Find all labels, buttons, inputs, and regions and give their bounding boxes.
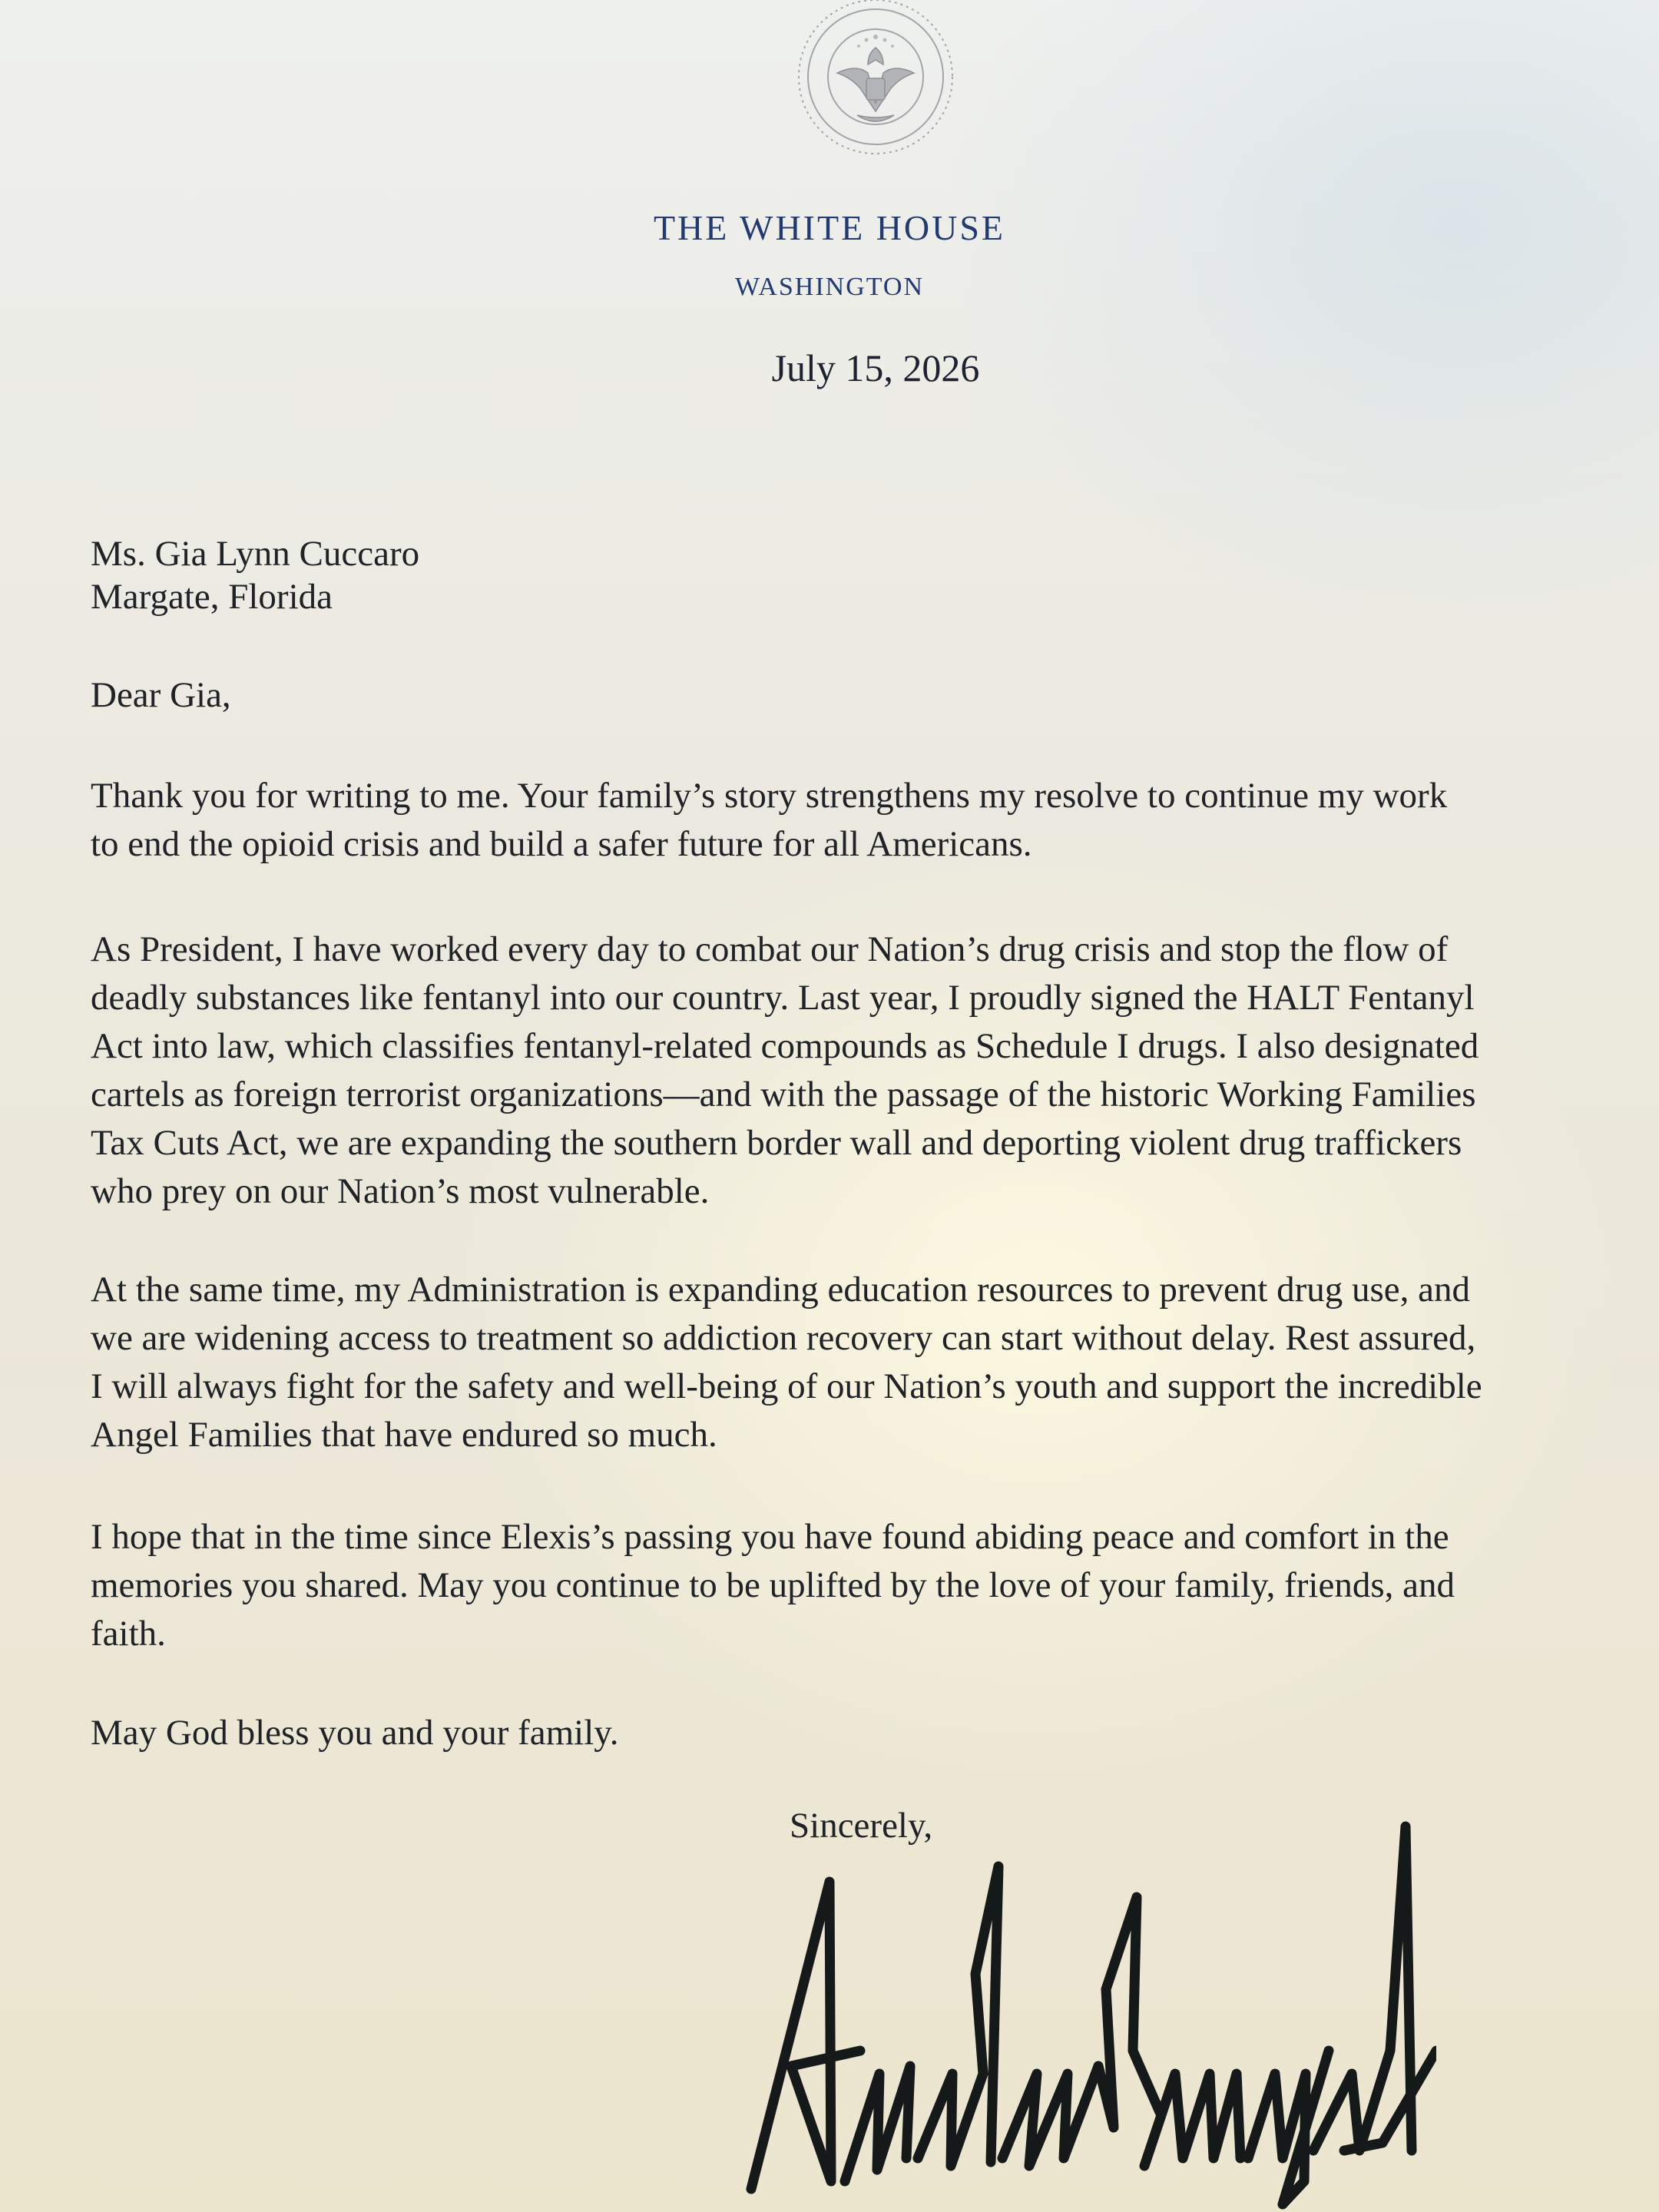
blessing: May God bless you and your family. [91,1713,619,1753]
paragraph-line: Angel Families that have endured so much. [91,1415,717,1455]
handwritten-signature [745,1820,1436,2212]
closing: Sincerely, [790,1806,933,1846]
recipient-address [91,532,1634,618]
presidential-seal-icon [783,0,968,161]
paragraph-line: deadly substances like fentanyl into our country. Last year, I proudly signed the HALT Fentanyl [91,978,1475,1018]
letterhead-title: THE WHITE HOUSE [653,208,1006,247]
paragraph-line: I hope that in the time since Elexis’s passing you have found abiding peace and comfort in the [91,1517,1449,1557]
paragraph-line: who prey on our Nation’s most vulnerable. [91,1171,710,1211]
paragraph-line: memories you shared. May you continue to be uplifted by the love of your family, friends, and [91,1565,1455,1605]
paragraph-line: As President, I have worked every day to combat our Nation’s drug crisis and stop the flow of [91,929,1449,969]
paragraph-line: I will always fight for the safety and well-being of our Nation’s youth and support the incredible [91,1366,1482,1406]
recipient-city: Margate, Florida [91,577,333,617]
letterhead-location: WASHINGTON [734,273,925,301]
salutation: Dear Gia, [91,675,231,715]
paragraph-line: faith. [91,1614,166,1654]
paragraph-line: Act into law, which classifies fentanyl-related compounds as Schedule I drugs. I also designated [91,1026,1479,1066]
recipient-name: Ms. Gia Lynn Cuccaro [91,534,420,574]
paragraph-line: Tax Cuts Act, we are expanding the southern border wall and deporting violent drug traffickers [91,1123,1462,1163]
paragraph-2 [91,926,1634,1216]
paragraph-1 [91,772,1634,869]
letter-date: July 15, 2026 [771,346,980,389]
paragraph-line: At the same time, my Administration is expanding education resources to prevent drug use, and [91,1270,1471,1310]
paragraph-3 [91,1266,1634,1459]
paragraph-line: we are widening access to treatment so addiction recovery can start without delay. Rest assured, [91,1318,1476,1358]
paragraph-line: Thank you for writing to me. Your family’s story strengthens my resolve to continue my work [91,776,1448,816]
paragraph-line: to end the opioid crisis and build a safer future for all Americans. [91,824,1032,864]
paragraph-4 [91,1513,1634,1658]
paragraph-line: cartels as foreign terrorist organizations—and with the passage of the historic Working Families [91,1075,1476,1114]
